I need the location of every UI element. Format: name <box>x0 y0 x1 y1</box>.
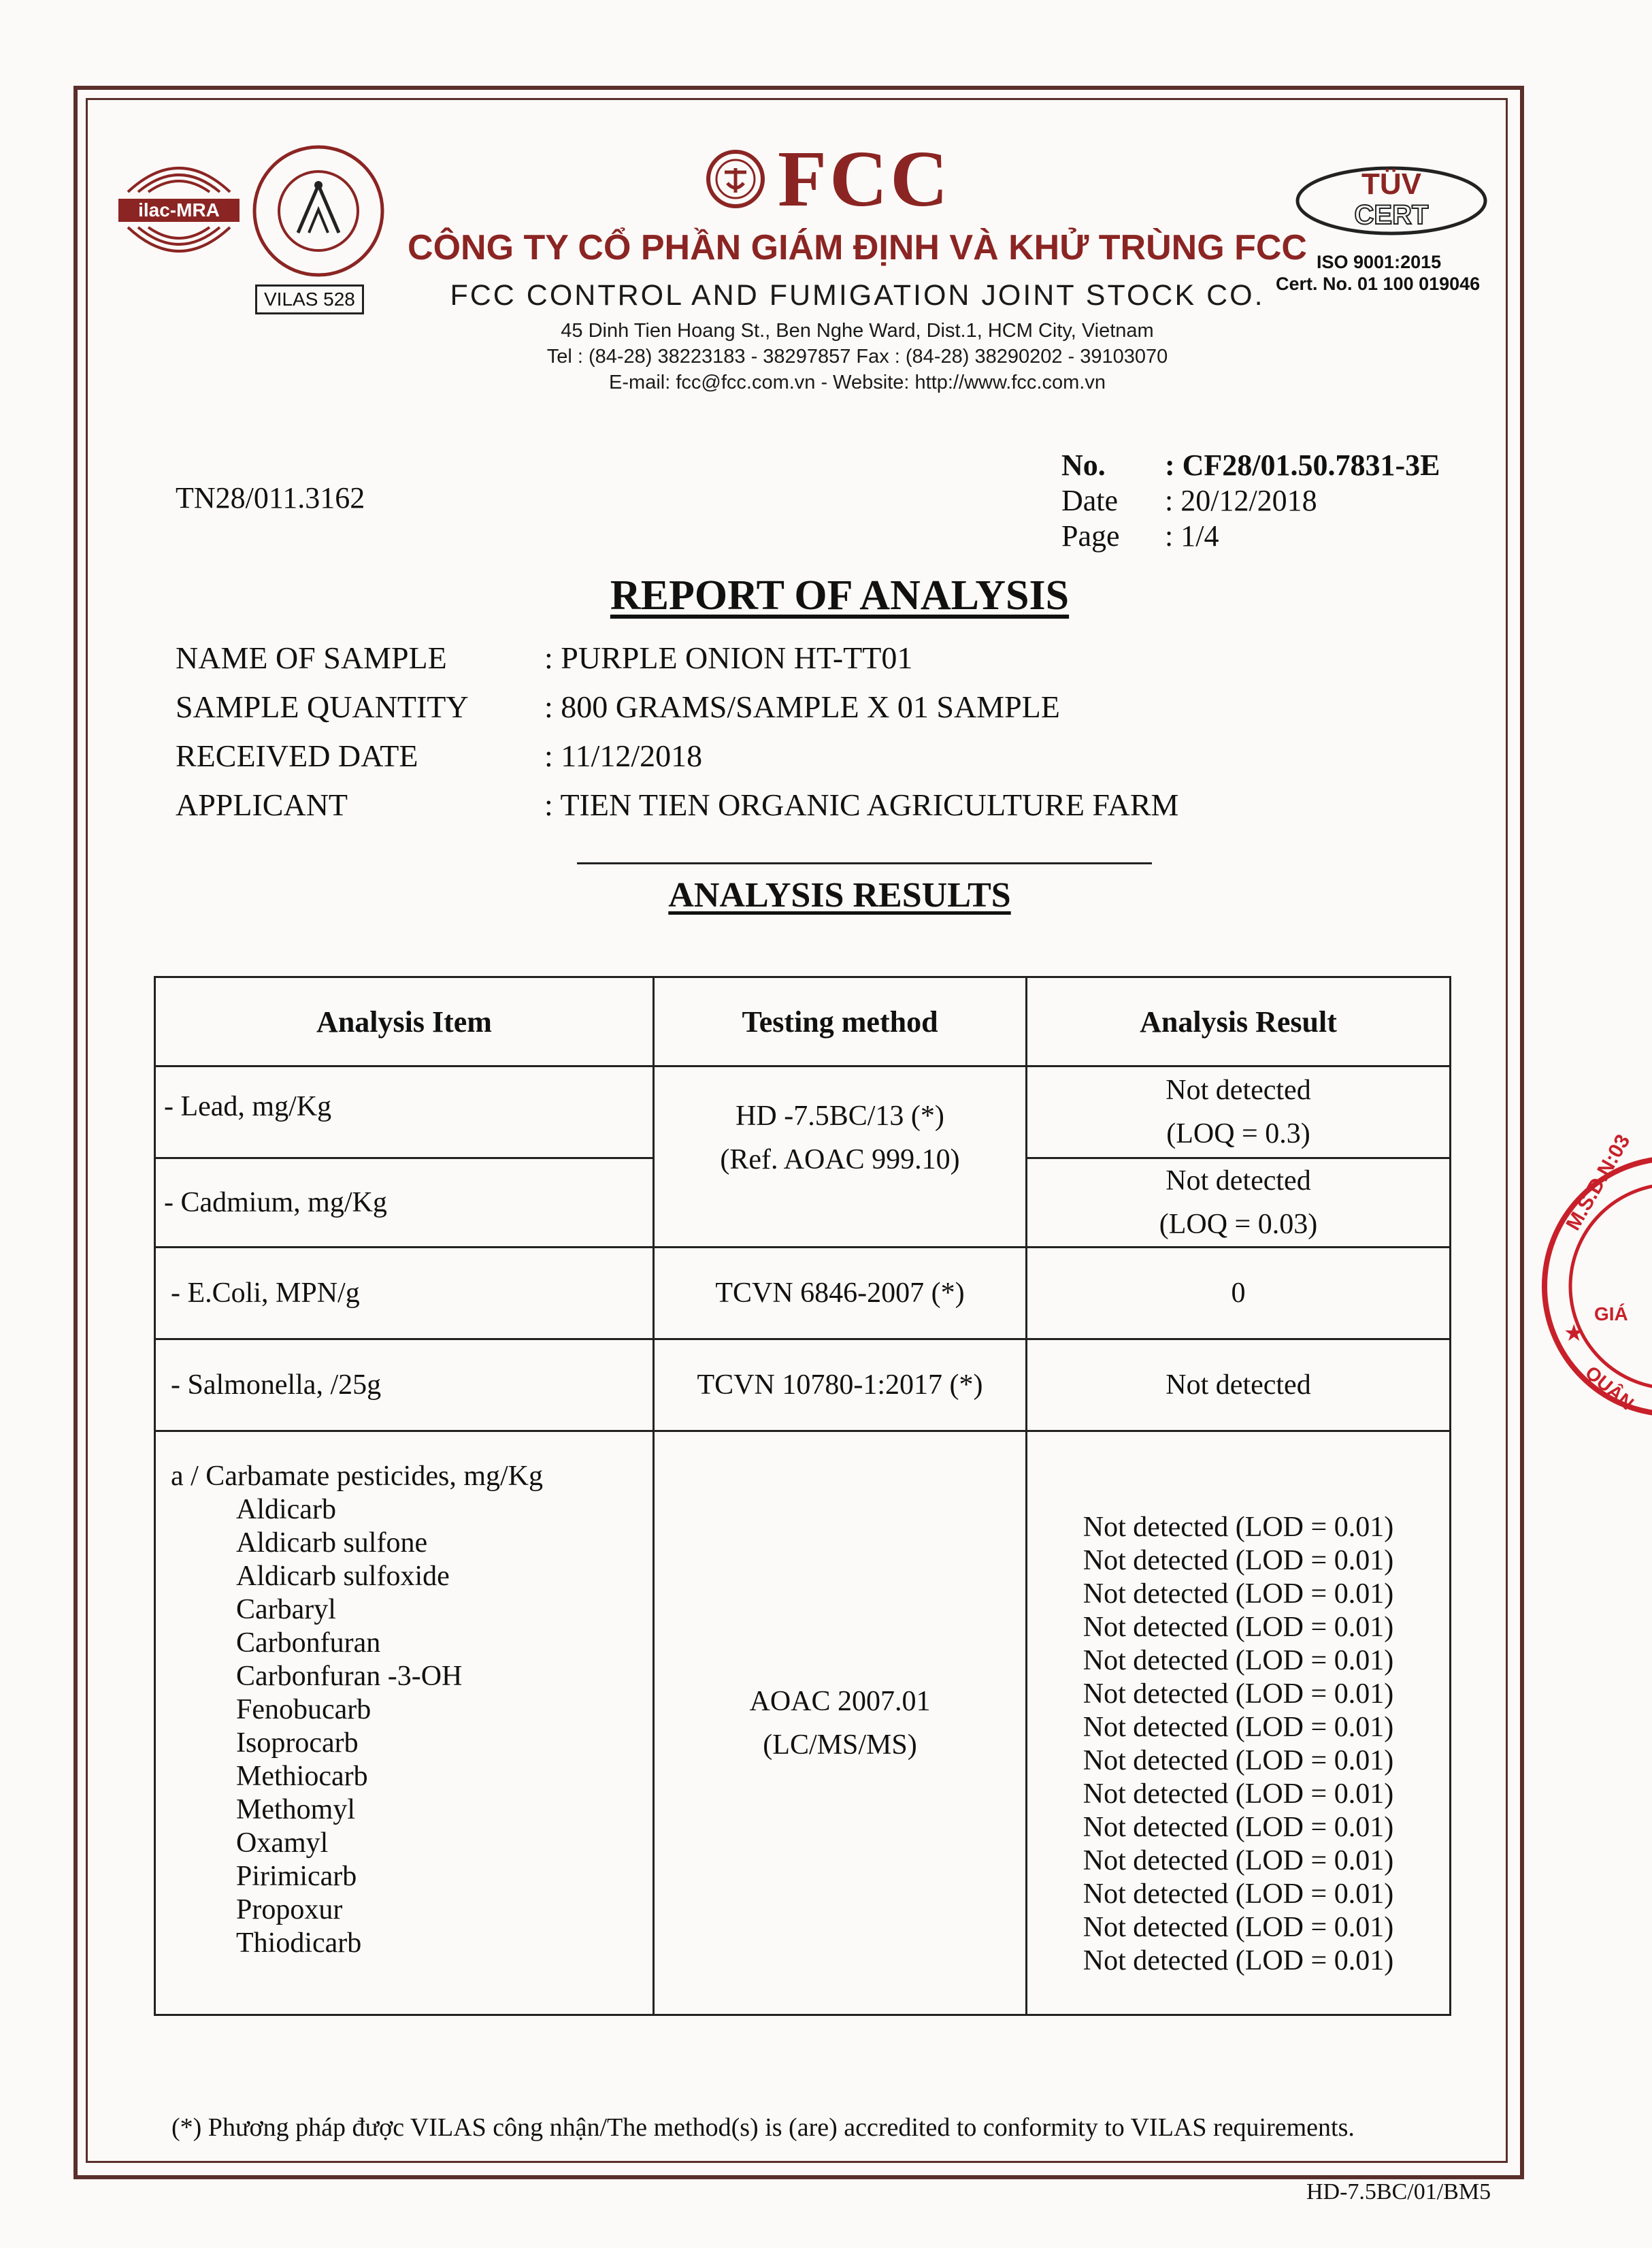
pesticide-result: Not detected (LOD = 0.01) <box>1083 1578 1394 1610</box>
fcc-brand-text: FCC <box>778 134 951 223</box>
pesticide-name: Carbonfuran -3-OH <box>236 1661 463 1692</box>
company-name-en: FCC CONTROL AND FUMIGATION JOINT STOCK CO. <box>450 279 1265 312</box>
pesticide-name: Fenobucarb <box>236 1694 371 1725</box>
page-label: Page <box>1061 519 1120 553</box>
carbamate-method: AOAC 2007.01 (LC/MS/MS) <box>654 1431 1027 2015</box>
report-title: REPORT OF ANALYSIS <box>610 572 1070 619</box>
company-email-website: E-mail: fcc@fcc.com.vn - Website: http://www.fcc.com.vn <box>609 372 1106 393</box>
pesticide-result: Not detected (LOD = 0.01) <box>1083 1745 1394 1776</box>
company-stamp <box>1536 1130 1638 1426</box>
report-no-label: No. <box>1061 449 1106 482</box>
svg-text:QUẬN: QUẬN <box>1581 1361 1638 1414</box>
pesticide-name: Methiocarb <box>236 1761 368 1792</box>
svg-text:CERT: CERT <box>1354 200 1429 230</box>
form-code: HD-7.5BC/01/BM5 <box>1306 2179 1491 2204</box>
pesticide-result: Not detected (LOD = 0.01) <box>1083 1645 1394 1676</box>
sample-name-value: : PURPLE ONION HT-TT01 <box>544 640 913 675</box>
pesticide-result: Not detected (LOD = 0.01) <box>1083 1778 1394 1810</box>
carbamate-items <box>155 1431 654 2015</box>
pesticide-name: Carbonfuran <box>236 1627 381 1659</box>
company-phone-fax: Tel : (84-28) 38223183 - 38297857 Fax : (84-28) 38290202 - 39103070 <box>546 346 1168 368</box>
applicant-value: : TIEN TIEN ORGANIC AGRICULTURE FARM <box>544 787 1179 822</box>
pesticide-name: Aldicarb sulfoxide <box>236 1561 450 1592</box>
report-date-value: : 20/12/2018 <box>1165 484 1317 517</box>
header-testing-method: Testing method <box>654 977 1027 1066</box>
ilac-mra-logo <box>114 144 244 277</box>
svg-text:★: ★ <box>1564 1320 1585 1346</box>
divider-line <box>577 862 1152 864</box>
svg-text:ilac-MRA: ilac-MRA <box>138 199 220 221</box>
company-name-vn: CÔNG TY CỔ PHẦN GIÁM ĐỊNH VÀ KHỬ TRÙNG FCC <box>408 228 1307 267</box>
lead-cadmium-method: HD -7.5BC/13 (*) (Ref. AOAC 999.10) <box>654 1066 1027 1248</box>
carbamate-results <box>1027 1431 1451 2015</box>
cadmium-result: Not detected (LOQ = 0.03) <box>1027 1158 1451 1248</box>
pesticide-result: Not detected (LOD = 0.01) <box>1083 1678 1394 1710</box>
header-analysis-result: Analysis Result <box>1027 977 1451 1066</box>
results-table <box>154 976 1451 2016</box>
pesticide-name: Isoprocarb <box>236 1727 359 1759</box>
svg-text:GIÁ: GIÁ <box>1594 1303 1628 1324</box>
iso-label: ISO 9001:2015 <box>1317 252 1442 272</box>
report-no-value: : CF28/01.50.7831-3E <box>1165 449 1440 482</box>
report-date-label: Date <box>1061 484 1119 517</box>
company-address: 45 Dinh Tien Hoang St., Ben Nghe Ward, Dist.1, HCM City, Vietnam <box>561 320 1154 342</box>
table-row <box>155 1248 1451 1339</box>
carbamate-heading: a / Carbamate pesticides, mg/Kg <box>171 1461 544 1492</box>
received-date-label: RECEIVED DATE <box>176 738 418 773</box>
lead-item: - Lead, mg/Kg <box>155 1066 654 1158</box>
pesticide-result: Not detected (LOD = 0.01) <box>1083 1712 1394 1743</box>
accreditation-seal-icon <box>250 143 386 282</box>
page-value: : 1/4 <box>1165 519 1219 553</box>
pesticide-result: Not detected (LOD = 0.01) <box>1083 1845 1394 1876</box>
pesticide-result: Not detected (LOD = 0.01) <box>1083 1812 1394 1843</box>
salmonella-method: TCVN 10780-1:2017 (*) <box>654 1339 1027 1431</box>
cert-number: Cert. No. 01 100 019046 <box>1276 274 1481 294</box>
ecoli-method: TCVN 6846-2007 (*) <box>654 1248 1027 1339</box>
salmonella-item: - Salmonella, /25g <box>155 1339 654 1431</box>
table-header-row <box>155 977 1451 1066</box>
pesticide-result: Not detected (LOD = 0.01) <box>1083 1545 1394 1576</box>
svg-text:TÜV: TÜV <box>1361 167 1421 201</box>
table-row <box>155 1339 1451 1431</box>
pesticide-name: Aldicarb <box>236 1494 336 1525</box>
pesticide-result: Not detected (LOD = 0.01) <box>1083 1912 1394 1943</box>
pesticide-name: Carbaryl <box>236 1594 336 1625</box>
footnote: (*) Phương pháp được VILAS công nhận/The method(s) is (are) accredited to conformity to VILAS requirements. <box>171 2113 1355 2142</box>
ecoli-result: 0 <box>1027 1248 1451 1339</box>
pesticide-name: Propoxur <box>236 1894 343 1925</box>
pesticide-result: Not detected (LOD = 0.01) <box>1083 1512 1394 1543</box>
fcc-emblem-icon <box>704 148 767 210</box>
received-date-value: : 11/12/2018 <box>544 738 703 773</box>
pesticide-result: Not detected (LOD = 0.01) <box>1083 1945 1394 1976</box>
analysis-results-title: ANALYSIS RESULTS <box>668 876 1011 915</box>
sample-name-label: NAME OF SAMPLE <box>176 640 447 675</box>
sample-quantity-label: SAMPLE QUANTITY <box>176 689 469 724</box>
ecoli-item: - E.Coli, MPN/g <box>155 1248 654 1339</box>
cadmium-item: - Cadmium, mg/Kg <box>155 1158 654 1248</box>
reference-number: TN28/011.3162 <box>176 481 365 515</box>
salmonella-result: Not detected <box>1027 1339 1451 1431</box>
pesticide-name: Oxamyl <box>236 1827 329 1859</box>
pesticide-name: Methomyl <box>236 1794 355 1825</box>
table-row-carbamate <box>155 1431 1451 2015</box>
pesticide-name: Thiodicarb <box>236 1927 362 1959</box>
fcc-logo <box>704 134 951 223</box>
lead-result: Not detected (LOQ = 0.3) <box>1027 1066 1451 1158</box>
vilas-badge: VILAS 528 <box>255 284 364 314</box>
header-analysis-item: Analysis Item <box>155 977 654 1066</box>
sample-quantity-value: : 800 GRAMS/SAMPLE X 01 SAMPLE <box>544 689 1060 724</box>
table-row <box>155 1066 1451 1158</box>
pesticide-result: Not detected (LOD = 0.01) <box>1083 1612 1394 1643</box>
svg-text:M.S.D.N:03: M.S.D.N:03 <box>1562 1130 1635 1235</box>
pesticide-result: Not detected (LOD = 0.01) <box>1083 1878 1394 1910</box>
applicant-label: APPLICANT <box>176 787 348 822</box>
pesticide-name: Aldicarb sulfone <box>236 1527 428 1559</box>
pesticide-name: Pirimicarb <box>236 1861 357 1892</box>
